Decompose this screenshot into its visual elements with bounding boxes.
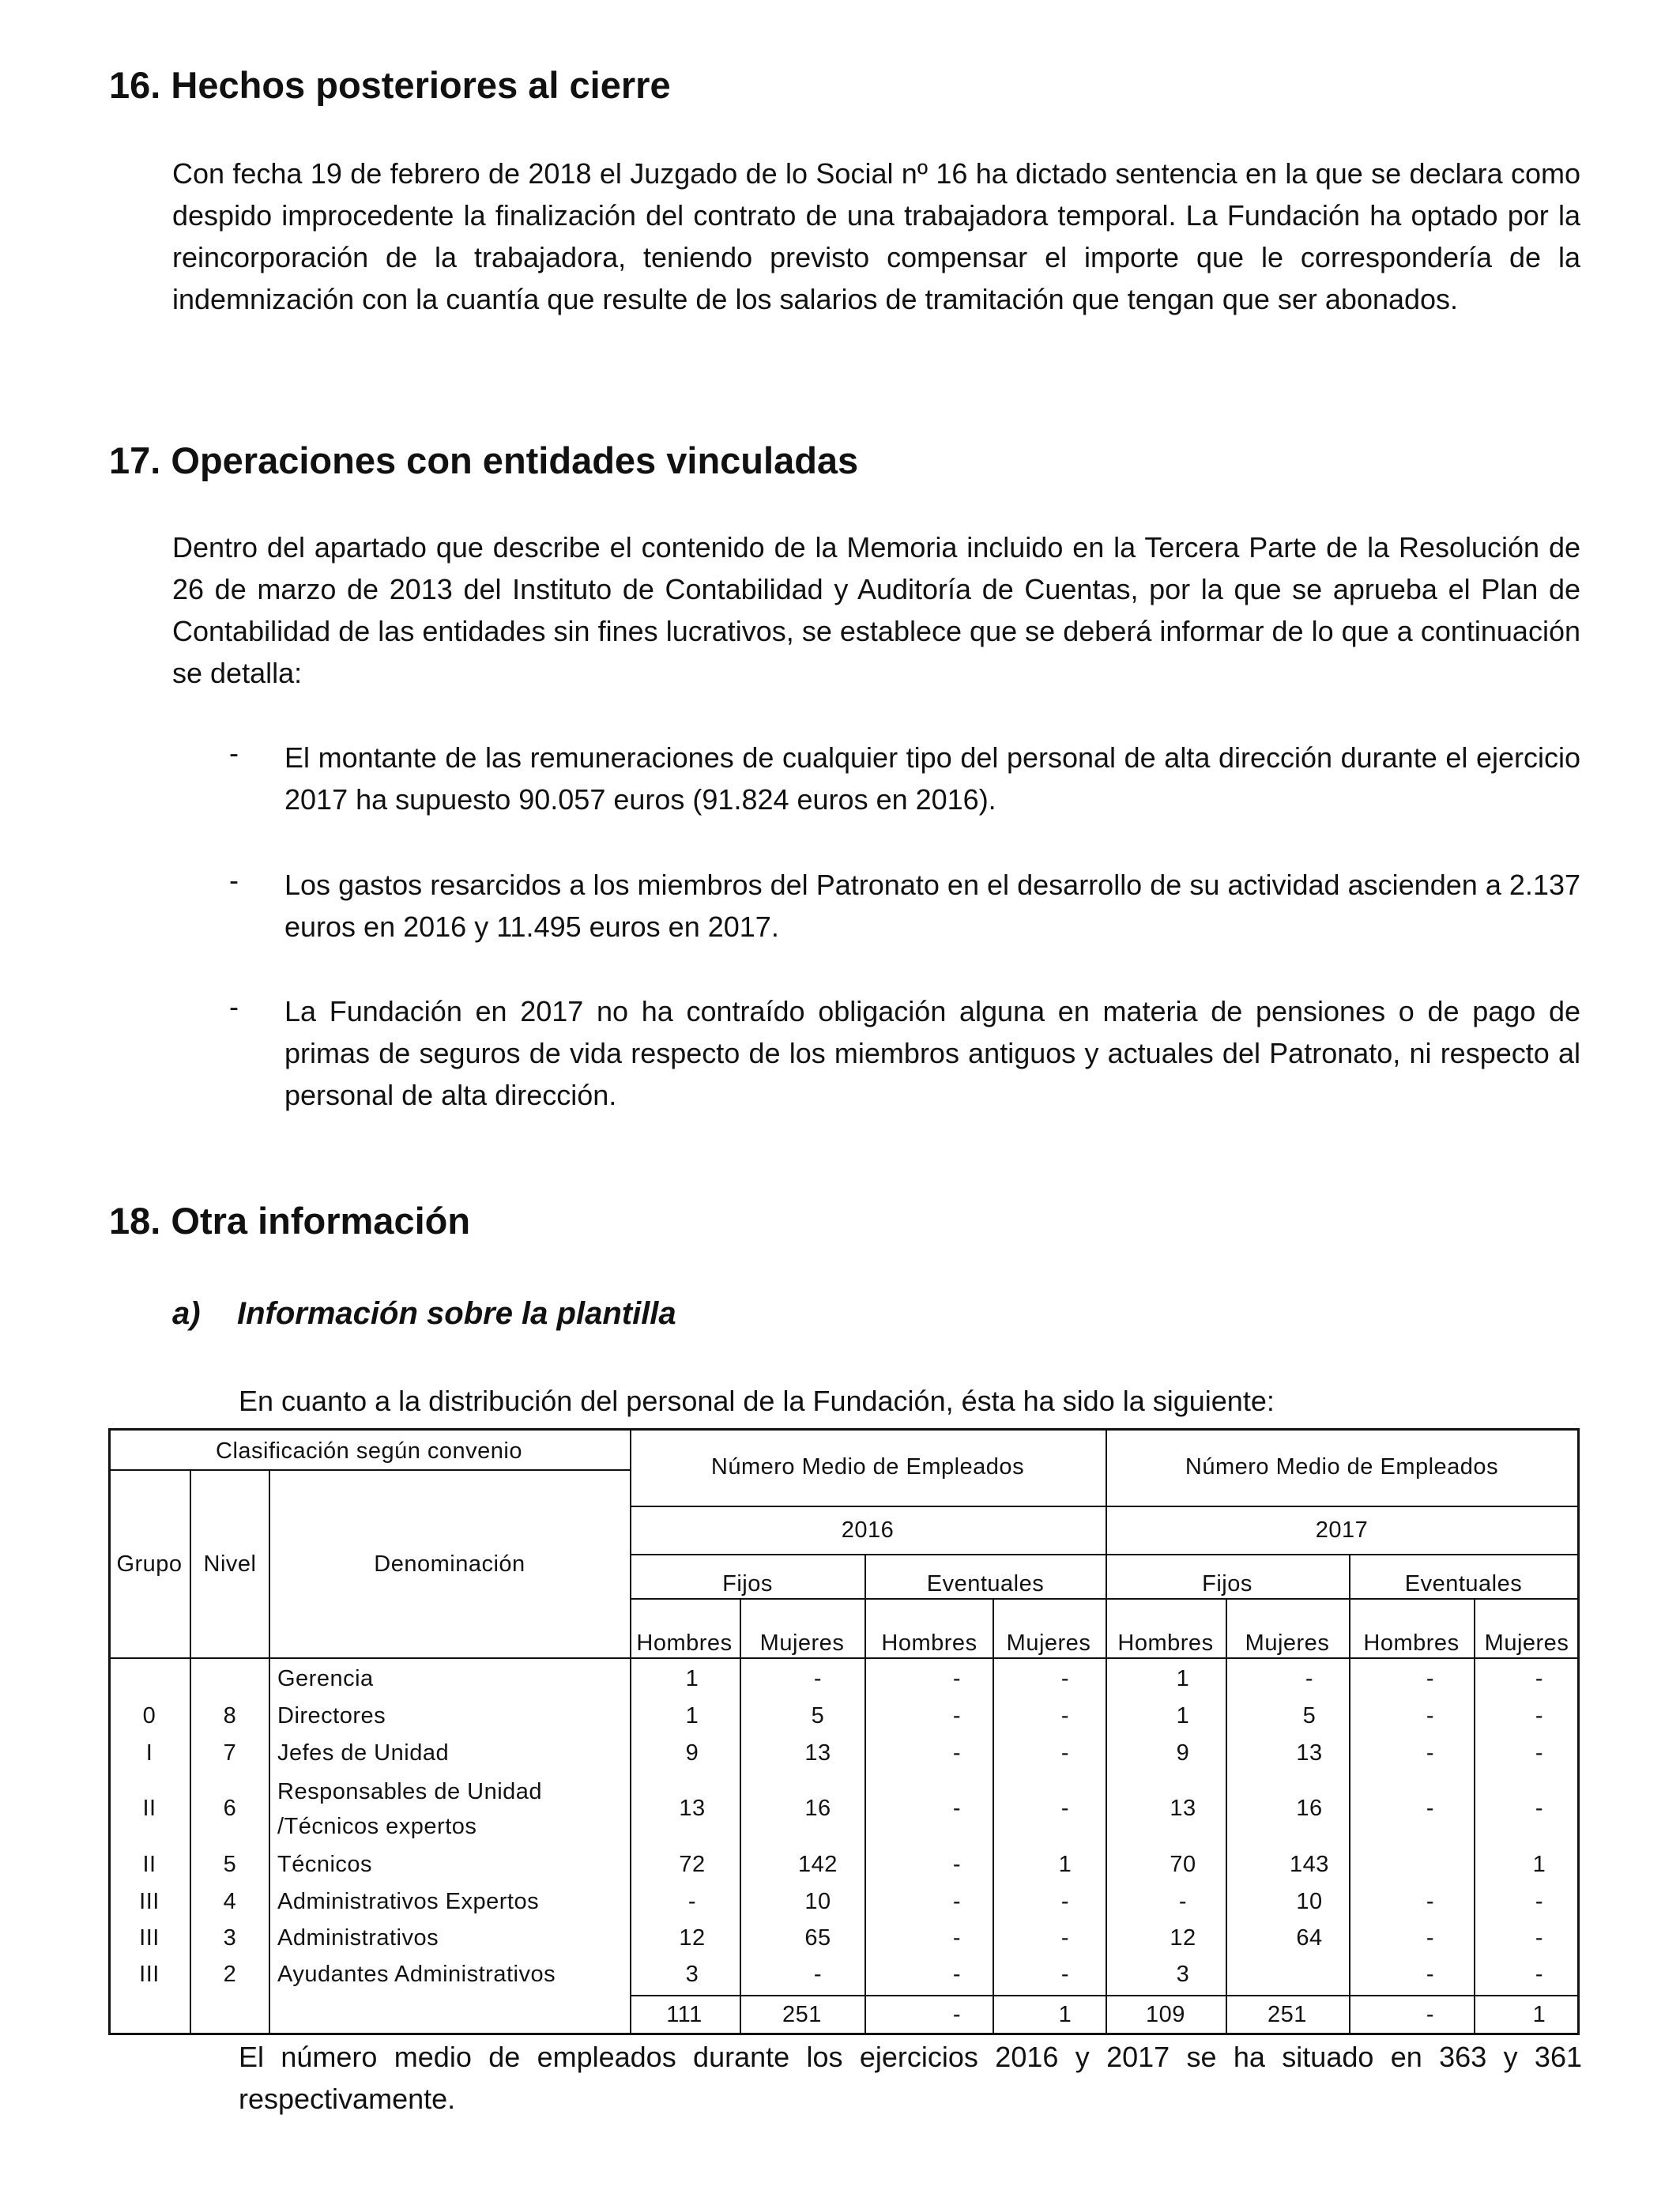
table-border-bottom bbox=[108, 2033, 1580, 2035]
cell-grupo: III bbox=[139, 1925, 160, 1951]
total-value: 251 bbox=[782, 2002, 822, 2027]
cell-value: 3 bbox=[685, 1962, 699, 1987]
cell-denominacion: Administrativos Expertos bbox=[277, 1889, 540, 1914]
total-value: 1 bbox=[1058, 2002, 1072, 2027]
cell-value: - bbox=[1535, 1796, 1544, 1821]
cell-value: 5 bbox=[811, 1703, 825, 1728]
cell-value: - bbox=[1535, 1925, 1544, 1951]
cell-value: - bbox=[1535, 1889, 1544, 1914]
cell-value: 5 bbox=[1302, 1703, 1317, 1728]
cell-nivel: 7 bbox=[223, 1740, 237, 1766]
cell-value: - bbox=[813, 1666, 823, 1691]
cell-value: - bbox=[1535, 1740, 1544, 1766]
subsection-title-text: Información sobre la plantilla bbox=[237, 1296, 676, 1331]
header-nivel: Nivel bbox=[203, 1551, 257, 1577]
bullet-mark: - bbox=[229, 990, 239, 1023]
bullet-item: Los gastos resarcidos a los miembros del Patronato en el desarrollo de su actividad ascienden a 2.137 euros en 2016 y 11.495 euros en 2017. bbox=[284, 869, 1580, 943]
cell-value: - bbox=[1060, 1666, 1070, 1691]
table-rule bbox=[108, 1469, 630, 1471]
cell-value: 13 bbox=[679, 1796, 706, 1821]
table-col-rule bbox=[740, 1599, 741, 2035]
cell-value: 72 bbox=[679, 1852, 706, 1877]
cell-nivel: 8 bbox=[223, 1703, 237, 1728]
cell-grupo: 0 bbox=[142, 1703, 156, 1728]
cell-value: 1 bbox=[685, 1666, 699, 1691]
table-col-rule bbox=[1226, 1599, 1227, 2035]
subsection-marker: a) bbox=[172, 1296, 201, 1331]
total-value: 1 bbox=[1532, 2002, 1546, 2027]
cell-value: 12 bbox=[679, 1925, 706, 1951]
cell-value: - bbox=[1060, 1740, 1070, 1766]
cell-denominacion: Directores bbox=[277, 1703, 386, 1728]
cell-denominacion: Técnicos bbox=[277, 1852, 373, 1877]
cell-value: 3 bbox=[1176, 1962, 1190, 1987]
cell-value: 10 bbox=[1296, 1889, 1323, 1914]
total-value: 251 bbox=[1268, 2002, 1307, 2027]
header-clasificacion: Clasificación según convenio bbox=[216, 1438, 522, 1464]
cell-value: - bbox=[1426, 1666, 1435, 1691]
cell-value: - bbox=[813, 1962, 823, 1987]
header-hombres: Hombres bbox=[636, 1630, 733, 1656]
cell-value: 10 bbox=[804, 1889, 831, 1914]
cell-value: 9 bbox=[685, 1740, 699, 1766]
cell-value: - bbox=[1060, 1925, 1070, 1951]
section-17-title: 17. Operaciones con entidades vinculadas bbox=[109, 439, 859, 481]
section-16-title: 16. Hechos posteriores al cierre bbox=[109, 64, 671, 106]
header-fijos-2016: Fijos bbox=[722, 1571, 773, 1596]
table-rule bbox=[630, 1506, 1578, 1507]
cell-value: - bbox=[1535, 1703, 1544, 1728]
bullet-mark: - bbox=[229, 737, 239, 769]
header-eventuales-2017: Eventuales bbox=[1404, 1571, 1523, 1596]
cell-value: - bbox=[1426, 1889, 1435, 1914]
section-17-body: Dentro del apartado que describe el contenido de la Memoria incluido en la Tercera Parte de la Resolución de 26 de marzo de 2013 del Instituto de Contabilidad y Auditoría de Cuentas, por la que se aprueba el Plan de Contabilidad de las entidades sin fines lucrativos, se establece que se deberá informar de lo que a continuación se detalla: bbox=[172, 531, 1580, 689]
table-col-rule bbox=[630, 1428, 631, 2035]
cell-value: 1 bbox=[1176, 1703, 1190, 1728]
cell-denominacion: Gerencia bbox=[277, 1666, 374, 1691]
cell-denominacion: Administrativos bbox=[277, 1925, 439, 1951]
table-col-rule bbox=[269, 1470, 270, 2035]
table-col-rule bbox=[1474, 1599, 1475, 2035]
staff-table bbox=[108, 1428, 1580, 2035]
cell-value: - bbox=[1426, 1703, 1435, 1728]
table-col-rule bbox=[1349, 1555, 1350, 2035]
total-value: 109 bbox=[1146, 2002, 1185, 2027]
cell-value: - bbox=[1178, 1889, 1188, 1914]
cell-value: 142 bbox=[798, 1852, 838, 1877]
cell-value: - bbox=[952, 1925, 962, 1951]
cell-value: - bbox=[952, 1666, 962, 1691]
closing-paragraph: El número medio de empleados durante los ejercicios 2016 y 2017 se ha situado en 363 y 361 respectivamente. bbox=[239, 2041, 1582, 2115]
total-value: 111 bbox=[666, 2002, 703, 2027]
cell-value: 1 bbox=[1532, 1852, 1546, 1877]
cell-value: - bbox=[1060, 1962, 1070, 1987]
total-value: - bbox=[1426, 2002, 1435, 2027]
cell-nivel: 4 bbox=[223, 1889, 237, 1914]
header-eventuales-2016: Eventuales bbox=[926, 1571, 1045, 1596]
cell-nivel: 3 bbox=[223, 1925, 237, 1951]
cell-value: - bbox=[1426, 1962, 1435, 1987]
cell-value: - bbox=[1426, 1740, 1435, 1766]
cell-value: 64 bbox=[1296, 1925, 1323, 1951]
cell-nivel: 5 bbox=[223, 1852, 237, 1877]
bullet-mark: - bbox=[229, 864, 239, 896]
cell-grupo: II bbox=[142, 1852, 156, 1877]
header-hombres: Hombres bbox=[1117, 1630, 1214, 1656]
cell-value: - bbox=[952, 1889, 962, 1914]
cell-value: 70 bbox=[1170, 1852, 1196, 1877]
cell-value: - bbox=[1305, 1666, 1314, 1691]
table-border-left bbox=[108, 1428, 111, 2035]
cell-grupo: I bbox=[145, 1740, 153, 1766]
table-rule bbox=[630, 1598, 1578, 1600]
table-header-bottom-rule bbox=[108, 1657, 1580, 1659]
table-total-rule bbox=[630, 1995, 1578, 1996]
total-value: - bbox=[952, 2002, 962, 2027]
header-year-2016: 2016 bbox=[841, 1517, 895, 1543]
header-mujeres: Mujeres bbox=[1245, 1630, 1330, 1656]
table-border-top bbox=[108, 1428, 1580, 1431]
cell-nivel: 2 bbox=[223, 1962, 237, 1987]
bullet-item: El montante de las remuneraciones de cualquier tipo del personal de alta dirección durante el ejercicio 2017 ha supuesto 90.057 euros (91.824 euros en 2016). bbox=[284, 741, 1580, 816]
cell-value: 1 bbox=[1176, 1666, 1190, 1691]
header-hombres: Hombres bbox=[1363, 1630, 1460, 1656]
bullet-item: La Fundación en 2017 no ha contraído obligación alguna en materia de pensiones o de pago de primas de seguros de vida respecto de los miembros antiguos y actuales del Patronato, ni respecto al personal de alta dirección. bbox=[284, 995, 1580, 1111]
section-18-title: 18. Otra información bbox=[109, 1200, 471, 1242]
cell-grupo: III bbox=[139, 1889, 160, 1914]
cell-grupo: II bbox=[142, 1796, 156, 1821]
cell-value: - bbox=[1060, 1703, 1070, 1728]
header-year-2017: 2017 bbox=[1315, 1517, 1369, 1543]
cell-value: - bbox=[952, 1962, 962, 1987]
header-numero-medio-2016: Número Medio de Empleados bbox=[710, 1454, 1025, 1480]
header-denominacion: Denominación bbox=[374, 1551, 525, 1577]
cell-denominacion: Ayudantes Administrativos bbox=[277, 1962, 556, 1987]
cell-value: - bbox=[952, 1852, 962, 1877]
cell-nivel: 6 bbox=[223, 1796, 237, 1821]
cell-value: 13 bbox=[804, 1740, 831, 1766]
cell-denominacion: Jefes de Unidad bbox=[277, 1740, 450, 1766]
header-fijos-2017: Fijos bbox=[1202, 1571, 1252, 1596]
cell-value: - bbox=[1426, 1925, 1435, 1951]
table-col-rule bbox=[864, 1555, 866, 2035]
cell-value: 1 bbox=[685, 1703, 699, 1728]
cell-value: 1 bbox=[1058, 1852, 1072, 1877]
cell-value: - bbox=[1060, 1889, 1070, 1914]
cell-value: - bbox=[1535, 1962, 1544, 1987]
cell-value: - bbox=[1060, 1796, 1070, 1821]
table-col-rule bbox=[993, 1599, 994, 2035]
cell-value: - bbox=[952, 1703, 962, 1728]
cell-value: - bbox=[1426, 1796, 1435, 1821]
cell-value: - bbox=[687, 1889, 697, 1914]
table-border-right bbox=[1577, 1428, 1580, 2035]
table-intro: En cuanto a la distribución del personal de la Fundación, ésta ha sido la siguiente: bbox=[239, 1385, 1275, 1417]
header-grupo: Grupo bbox=[116, 1551, 183, 1577]
table-col-rule bbox=[190, 1470, 191, 2035]
cell-value: - bbox=[952, 1740, 962, 1766]
section-16-body: Con fecha 19 de febrero de 2018 el Juzgado de lo Social nº 16 ha dictado sentencia en la que se declara como despido improcedente la finalización del contrato de una trabajadora temporal. La Fundación ha optado por la reincorporación de la trabajadora, teniendo previsto compensar el importe que le correspondería de la indemnización con la cuantía que resulte de los salarios de tramitación que tengan que ser abonados. bbox=[172, 157, 1580, 315]
cell-value: - bbox=[952, 1796, 962, 1821]
cell-value: 12 bbox=[1170, 1925, 1196, 1951]
cell-value: - bbox=[1535, 1666, 1544, 1691]
cell-denominacion: Responsables de Unidad /Técnicos expertos bbox=[277, 1779, 543, 1839]
subsection-title bbox=[172, 1296, 676, 1332]
header-mujeres: Mujeres bbox=[1484, 1630, 1569, 1656]
header-mujeres: Mujeres bbox=[759, 1630, 845, 1656]
header-hombres: Hombres bbox=[881, 1630, 977, 1656]
cell-value: 9 bbox=[1176, 1740, 1190, 1766]
table-col-rule bbox=[1106, 1428, 1107, 2035]
cell-value: 143 bbox=[1290, 1852, 1329, 1877]
cell-grupo: III bbox=[139, 1962, 160, 1987]
cell-value: 13 bbox=[1170, 1796, 1196, 1821]
cell-value: 16 bbox=[1296, 1796, 1323, 1821]
header-mujeres: Mujeres bbox=[1006, 1630, 1091, 1656]
cell-value: 16 bbox=[804, 1796, 831, 1821]
table-rule bbox=[630, 1554, 1578, 1555]
header-numero-medio-2017: Número Medio de Empleados bbox=[1185, 1454, 1499, 1480]
cell-value: 65 bbox=[804, 1925, 831, 1951]
cell-value: 13 bbox=[1296, 1740, 1323, 1766]
